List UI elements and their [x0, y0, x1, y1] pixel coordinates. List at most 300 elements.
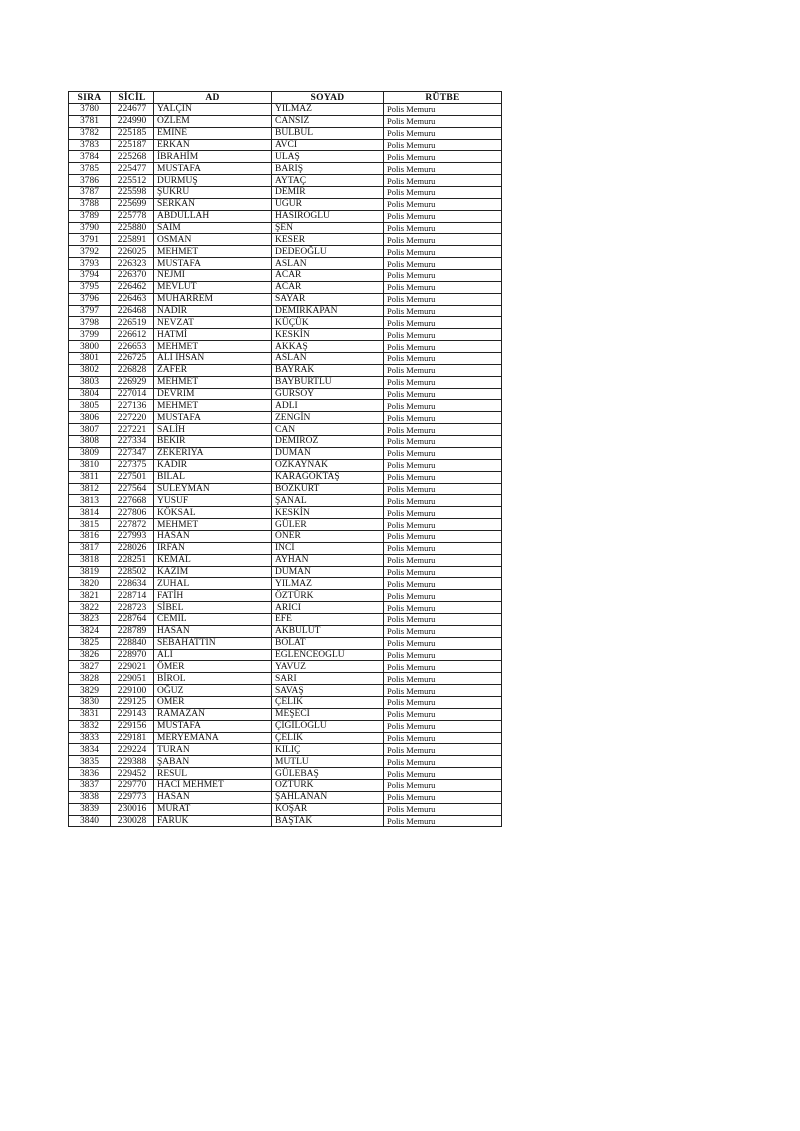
cell-rutbe: Polis Memuru: [384, 459, 502, 471]
cell-rutbe: Polis Memuru: [384, 234, 502, 246]
table-row: [69, 661, 502, 673]
table-row: [69, 210, 502, 222]
table-row: [69, 530, 502, 542]
cell-sira: 3829: [69, 685, 111, 697]
cell-soyad: KESER: [272, 234, 384, 246]
cell-sira: 3824: [69, 625, 111, 637]
cell-soyad: İNCİ: [272, 542, 384, 554]
cell-sicil: 227334: [111, 436, 154, 448]
table-row: [69, 720, 502, 732]
cell-ad: ZEKERİYA: [154, 447, 272, 459]
cell-rutbe: Polis Memuru: [384, 436, 502, 448]
table-row: [69, 471, 502, 483]
cell-sira: 3834: [69, 744, 111, 756]
cell-rutbe: Polis Memuru: [384, 803, 502, 815]
cell-rutbe: Polis Memuru: [384, 507, 502, 519]
table-row: [69, 400, 502, 412]
cell-soyad: ÖZTÜRK: [272, 590, 384, 602]
cell-ad: MUHARREM: [154, 293, 272, 305]
cell-sira: 3826: [69, 649, 111, 661]
cell-sicil: 227375: [111, 459, 154, 471]
cell-sicil: 228723: [111, 602, 154, 614]
cell-ad: SALİH: [154, 424, 272, 436]
cell-soyad: DEMİRKAPAN: [272, 305, 384, 317]
cell-rutbe: Polis Memuru: [384, 661, 502, 673]
cell-rutbe: Polis Memuru: [384, 732, 502, 744]
cell-soyad: ÖZTÜRK: [272, 779, 384, 791]
cell-rutbe: Polis Memuru: [384, 210, 502, 222]
cell-rutbe: Polis Memuru: [384, 696, 502, 708]
cell-soyad: KESKİN: [272, 329, 384, 341]
cell-rutbe: Polis Memuru: [384, 376, 502, 388]
cell-sira: 3840: [69, 815, 111, 827]
cell-ad: MUSTAFA: [154, 720, 272, 732]
cell-soyad: DEMİR: [272, 187, 384, 199]
cell-ad: NADİR: [154, 305, 272, 317]
table-row: [69, 803, 502, 815]
cell-rutbe: Polis Memuru: [384, 637, 502, 649]
cell-rutbe: Polis Memuru: [384, 578, 502, 590]
cell-rutbe: Polis Memuru: [384, 187, 502, 199]
cell-sira: 3791: [69, 234, 111, 246]
cell-soyad: ŞEN: [272, 222, 384, 234]
cell-sicil: 225598: [111, 187, 154, 199]
cell-soyad: AYTAÇ: [272, 175, 384, 187]
cell-sicil: 225778: [111, 210, 154, 222]
cell-sicil: 228789: [111, 625, 154, 637]
cell-rutbe: Polis Memuru: [384, 791, 502, 803]
header-row: [69, 92, 502, 104]
cell-ad: ÖMER: [154, 661, 272, 673]
cell-rutbe: Polis Memuru: [384, 104, 502, 116]
cell-ad: MUSTAFA: [154, 163, 272, 175]
cell-soyad: BARIŞ: [272, 163, 384, 175]
cell-soyad: BAYBURTLU: [272, 376, 384, 388]
cell-sicil: 229388: [111, 756, 154, 768]
cell-sira: 3828: [69, 673, 111, 685]
table-row: [69, 613, 502, 625]
table-row: [69, 459, 502, 471]
table-row: [69, 364, 502, 376]
table-row: [69, 436, 502, 448]
table-row: [69, 542, 502, 554]
cell-ad: DURMUŞ: [154, 175, 272, 187]
cell-sira: 3833: [69, 732, 111, 744]
table-row: [69, 791, 502, 803]
cell-sira: 3837: [69, 779, 111, 791]
cell-rutbe: Polis Memuru: [384, 625, 502, 637]
table-row: [69, 779, 502, 791]
cell-ad: MUSTAFA: [154, 258, 272, 270]
cell-ad: HATMİ: [154, 329, 272, 341]
cell-sira: 3796: [69, 293, 111, 305]
table-row: [69, 139, 502, 151]
cell-ad: ÖZLEM: [154, 115, 272, 127]
table-row: [69, 744, 502, 756]
cell-ad: OSMAN: [154, 234, 272, 246]
cell-ad: ALİ: [154, 649, 272, 661]
table-row: [69, 625, 502, 637]
cell-ad: MEHMET: [154, 376, 272, 388]
cell-ad: MEHMET: [154, 341, 272, 353]
cell-rutbe: Polis Memuru: [384, 364, 502, 376]
cell-sira: 3809: [69, 447, 111, 459]
cell-sicil: 225880: [111, 222, 154, 234]
cell-soyad: ULAŞ: [272, 151, 384, 163]
cell-sicil: 230016: [111, 803, 154, 815]
cell-sira: 3820: [69, 578, 111, 590]
cell-sicil: 226463: [111, 293, 154, 305]
table-row: [69, 768, 502, 780]
cell-rutbe: Polis Memuru: [384, 388, 502, 400]
cell-sira: 3789: [69, 210, 111, 222]
cell-sira: 3795: [69, 281, 111, 293]
cell-soyad: DUMAN: [272, 566, 384, 578]
cell-ad: ÖMER: [154, 696, 272, 708]
cell-sira: 3782: [69, 127, 111, 139]
cell-sira: 3823: [69, 613, 111, 625]
table-row: [69, 637, 502, 649]
cell-soyad: ÇELİK: [272, 732, 384, 744]
cell-sicil: 225268: [111, 151, 154, 163]
cell-rutbe: Polis Memuru: [384, 270, 502, 282]
table-row: [69, 151, 502, 163]
cell-sicil: 227564: [111, 483, 154, 495]
cell-soyad: ÖNER: [272, 530, 384, 542]
cell-ad: FARUK: [154, 815, 272, 827]
cell-sira: 3814: [69, 507, 111, 519]
cell-sicil: 229156: [111, 720, 154, 732]
cell-soyad: KESKİN: [272, 507, 384, 519]
cell-sira: 3816: [69, 530, 111, 542]
cell-sicil: 229181: [111, 732, 154, 744]
cell-ad: SAİM: [154, 222, 272, 234]
cell-sicil: 226462: [111, 281, 154, 293]
cell-sira: 3825: [69, 637, 111, 649]
cell-rutbe: Polis Memuru: [384, 175, 502, 187]
cell-sira: 3805: [69, 400, 111, 412]
cell-sira: 3798: [69, 317, 111, 329]
cell-ad: NEVZAT: [154, 317, 272, 329]
cell-soyad: ACAR: [272, 270, 384, 282]
cell-sicil: 229021: [111, 661, 154, 673]
table-row: [69, 281, 502, 293]
cell-soyad: BOZKURT: [272, 483, 384, 495]
cell-ad: OĞUZ: [154, 685, 272, 697]
cell-sicil: 226725: [111, 353, 154, 365]
cell-rutbe: Polis Memuru: [384, 720, 502, 732]
cell-sicil: 227872: [111, 519, 154, 531]
cell-ad: ABDULLAH: [154, 210, 272, 222]
cell-rutbe: Polis Memuru: [384, 815, 502, 827]
cell-ad: DEVRİM: [154, 388, 272, 400]
cell-ad: BİROL: [154, 673, 272, 685]
table-row: [69, 317, 502, 329]
cell-sicil: 228840: [111, 637, 154, 649]
cell-soyad: SAVAŞ: [272, 685, 384, 697]
cell-soyad: GÜLER: [272, 519, 384, 531]
cell-ad: HASAN: [154, 791, 272, 803]
header-sicil: SİCİL: [111, 92, 154, 104]
table-row: [69, 246, 502, 258]
cell-sicil: 228502: [111, 566, 154, 578]
cell-ad: MERYEMANA: [154, 732, 272, 744]
cell-soyad: GÜLEBAŞ: [272, 768, 384, 780]
cell-sira: 3810: [69, 459, 111, 471]
cell-ad: ALİ İHSAN: [154, 353, 272, 365]
cell-rutbe: Polis Memuru: [384, 353, 502, 365]
cell-sicil: 227347: [111, 447, 154, 459]
cell-sicil: 229051: [111, 673, 154, 685]
cell-soyad: ÖZKAYNAK: [272, 459, 384, 471]
cell-sira: 3804: [69, 388, 111, 400]
cell-soyad: KÜÇÜK: [272, 317, 384, 329]
table-row: [69, 685, 502, 697]
cell-ad: ZUHAL: [154, 578, 272, 590]
cell-sira: 3831: [69, 708, 111, 720]
table-row: [69, 649, 502, 661]
table-row: [69, 175, 502, 187]
cell-sicil: 229100: [111, 685, 154, 697]
cell-soyad: ZENGİN: [272, 412, 384, 424]
cell-soyad: ŞAHLANAN: [272, 791, 384, 803]
cell-sicil: 224677: [111, 104, 154, 116]
cell-sira: 3801: [69, 353, 111, 365]
cell-sira: 3800: [69, 341, 111, 353]
cell-soyad: BAYRAK: [272, 364, 384, 376]
cell-rutbe: Polis Memuru: [384, 163, 502, 175]
table-row: [69, 222, 502, 234]
cell-rutbe: Polis Memuru: [384, 530, 502, 542]
cell-soyad: DEMİRÖZ: [272, 436, 384, 448]
cell-sicil: 227806: [111, 507, 154, 519]
cell-sicil: 228026: [111, 542, 154, 554]
table-row: [69, 187, 502, 199]
cell-soyad: YAVUZ: [272, 661, 384, 673]
table-row: [69, 447, 502, 459]
cell-ad: KEMAL: [154, 554, 272, 566]
cell-rutbe: Polis Memuru: [384, 317, 502, 329]
cell-sicil: 224990: [111, 115, 154, 127]
cell-soyad: SARI: [272, 673, 384, 685]
header-rutbe: RÜTBE: [384, 92, 502, 104]
cell-sicil: 229452: [111, 768, 154, 780]
cell-rutbe: Polis Memuru: [384, 495, 502, 507]
cell-ad: MEHMET: [154, 246, 272, 258]
cell-ad: RESUL: [154, 768, 272, 780]
table-row: [69, 708, 502, 720]
table-row: [69, 756, 502, 768]
table-row: [69, 127, 502, 139]
cell-ad: CEMİL: [154, 613, 272, 625]
cell-ad: FATİH: [154, 590, 272, 602]
cell-sira: 3802: [69, 364, 111, 376]
table-row: [69, 198, 502, 210]
cell-sira: 3836: [69, 768, 111, 780]
cell-soyad: HASIROĞLU: [272, 210, 384, 222]
cell-soyad: KILIÇ: [272, 744, 384, 756]
cell-sicil: 226612: [111, 329, 154, 341]
cell-ad: MEVLÜT: [154, 281, 272, 293]
cell-sira: 3830: [69, 696, 111, 708]
cell-sira: 3783: [69, 139, 111, 151]
cell-ad: KAZIM: [154, 566, 272, 578]
cell-sira: 3786: [69, 175, 111, 187]
table-row: [69, 566, 502, 578]
cell-sira: 3803: [69, 376, 111, 388]
cell-rutbe: Polis Memuru: [384, 613, 502, 625]
table-row: [69, 115, 502, 127]
table-row: [69, 673, 502, 685]
cell-rutbe: Polis Memuru: [384, 673, 502, 685]
table-row: [69, 412, 502, 424]
cell-sira: 3797: [69, 305, 111, 317]
cell-soyad: ARICI: [272, 602, 384, 614]
cell-sira: 3792: [69, 246, 111, 258]
cell-ad: HASAN: [154, 530, 272, 542]
cell-sicil: 227221: [111, 424, 154, 436]
table-row: [69, 258, 502, 270]
cell-ad: TURAN: [154, 744, 272, 756]
cell-rutbe: Polis Memuru: [384, 424, 502, 436]
table-row: [69, 234, 502, 246]
table-row: [69, 353, 502, 365]
cell-ad: ŞABAN: [154, 756, 272, 768]
table-row: [69, 341, 502, 353]
table-row: [69, 732, 502, 744]
cell-soyad: YILMAZ: [272, 104, 384, 116]
table-row: [69, 329, 502, 341]
cell-sira: 3787: [69, 187, 111, 199]
cell-ad: YUSUF: [154, 495, 272, 507]
cell-sicil: 225185: [111, 127, 154, 139]
cell-sicil: 226929: [111, 376, 154, 388]
cell-rutbe: Polis Memuru: [384, 708, 502, 720]
cell-sicil: 225891: [111, 234, 154, 246]
cell-sicil: 225699: [111, 198, 154, 210]
cell-rutbe: Polis Memuru: [384, 779, 502, 791]
table-row: [69, 293, 502, 305]
cell-sicil: 226370: [111, 270, 154, 282]
cell-sicil: 225187: [111, 139, 154, 151]
cell-sicil: 228714: [111, 590, 154, 602]
cell-sira: 3793: [69, 258, 111, 270]
cell-sicil: 226653: [111, 341, 154, 353]
cell-rutbe: Polis Memuru: [384, 590, 502, 602]
cell-rutbe: Polis Memuru: [384, 471, 502, 483]
cell-ad: YALÇIN: [154, 104, 272, 116]
cell-sicil: 226468: [111, 305, 154, 317]
table-row: [69, 590, 502, 602]
cell-soyad: ADLI: [272, 400, 384, 412]
cell-ad: İRFAN: [154, 542, 272, 554]
cell-sicil: 228970: [111, 649, 154, 661]
table-row: [69, 424, 502, 436]
cell-sicil: 228764: [111, 613, 154, 625]
cell-rutbe: Polis Memuru: [384, 127, 502, 139]
header-sira: SIRA: [69, 92, 111, 104]
table-row: [69, 554, 502, 566]
table-row: [69, 815, 502, 827]
cell-rutbe: Polis Memuru: [384, 566, 502, 578]
cell-rutbe: Polis Memuru: [384, 412, 502, 424]
cell-ad: NEJMİ: [154, 270, 272, 282]
cell-sira: 3821: [69, 590, 111, 602]
cell-rutbe: Polis Memuru: [384, 305, 502, 317]
cell-ad: SEBAHATTİN: [154, 637, 272, 649]
cell-soyad: ÇİĞİLOĞLU: [272, 720, 384, 732]
cell-sicil: 226519: [111, 317, 154, 329]
cell-ad: ZAFER: [154, 364, 272, 376]
cell-ad: HASAN: [154, 625, 272, 637]
cell-rutbe: Polis Memuru: [384, 447, 502, 459]
table-row: [69, 483, 502, 495]
cell-rutbe: Polis Memuru: [384, 685, 502, 697]
cell-sira: 3817: [69, 542, 111, 554]
cell-soyad: SAYAR: [272, 293, 384, 305]
cell-rutbe: Polis Memuru: [384, 293, 502, 305]
cell-rutbe: Polis Memuru: [384, 744, 502, 756]
table-row: [69, 163, 502, 175]
cell-ad: BEKİR: [154, 436, 272, 448]
cell-soyad: EĞLENCEOĞLU: [272, 649, 384, 661]
table-row: [69, 104, 502, 116]
cell-soyad: ASLAN: [272, 258, 384, 270]
cell-sicil: 229770: [111, 779, 154, 791]
cell-soyad: BAŞTAK: [272, 815, 384, 827]
cell-soyad: EFE: [272, 613, 384, 625]
cell-sicil: 227014: [111, 388, 154, 400]
cell-sira: 3822: [69, 602, 111, 614]
cell-ad: RAMAZAN: [154, 708, 272, 720]
cell-ad: MEHMET: [154, 400, 272, 412]
cell-rutbe: Polis Memuru: [384, 281, 502, 293]
cell-ad: MURAT: [154, 803, 272, 815]
header-ad: AD: [154, 92, 272, 104]
cell-sicil: 228634: [111, 578, 154, 590]
cell-rutbe: Polis Memuru: [384, 768, 502, 780]
cell-soyad: DEDEOĞLU: [272, 246, 384, 258]
cell-sira: 3812: [69, 483, 111, 495]
table-row: [69, 270, 502, 282]
cell-ad: ERKAN: [154, 139, 272, 151]
cell-ad: SİBEL: [154, 602, 272, 614]
cell-soyad: UĞUR: [272, 198, 384, 210]
cell-soyad: ACAR: [272, 281, 384, 293]
cell-ad: KADİR: [154, 459, 272, 471]
cell-sicil: 227136: [111, 400, 154, 412]
cell-sira: 3835: [69, 756, 111, 768]
cell-sira: 3799: [69, 329, 111, 341]
cell-ad: KÖKSAL: [154, 507, 272, 519]
cell-ad: MUSTAFA: [154, 412, 272, 424]
cell-sicil: 230028: [111, 815, 154, 827]
cell-soyad: GÜRSOY: [272, 388, 384, 400]
cell-sicil: 227220: [111, 412, 154, 424]
cell-rutbe: Polis Memuru: [384, 756, 502, 768]
cell-rutbe: Polis Memuru: [384, 198, 502, 210]
cell-sira: 3780: [69, 104, 111, 116]
cell-rutbe: Polis Memuru: [384, 519, 502, 531]
cell-sicil: 229143: [111, 708, 154, 720]
personnel-table: [68, 91, 502, 827]
cell-rutbe: Polis Memuru: [384, 400, 502, 412]
cell-sira: 3807: [69, 424, 111, 436]
cell-rutbe: Polis Memuru: [384, 246, 502, 258]
cell-ad: SÜLEYMAN: [154, 483, 272, 495]
cell-soyad: ÇELİK: [272, 696, 384, 708]
cell-sicil: 227501: [111, 471, 154, 483]
